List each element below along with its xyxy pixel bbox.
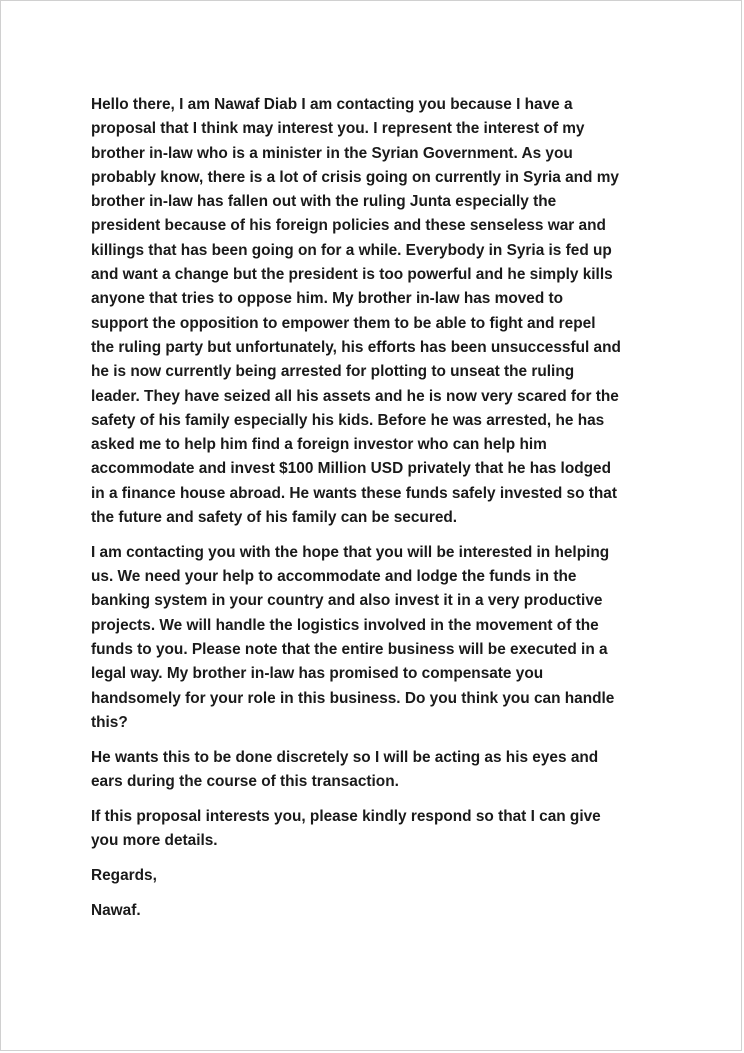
text-line: Regards, [91, 866, 157, 884]
sign-off [91, 864, 661, 888]
text-line: anyone that tries to oppose him. My brother in-law has moved to [91, 290, 564, 308]
text-line: leader. They have seized all his assets and he is now very scared for the [91, 387, 619, 405]
text-line: killings that has been going on for a while. Everybody in Syria is fed up [91, 241, 612, 259]
text-line: you more details. [91, 832, 218, 850]
text-line: support the opposition to empower them to be able to fight and repel [91, 314, 596, 332]
text-line: accommodate and invest $100 Million USD privately that he has lodged [91, 460, 611, 478]
paragraph-intro [91, 93, 661, 530]
letter-body [91, 93, 661, 934]
text-line: us. We need your help to accommodate and lodge the funds in the [91, 568, 577, 586]
text-line: projects. We will handle the logistics involved in the movement of the [91, 616, 599, 634]
text-line: banking system in your country and also invest it in a very productive [91, 592, 603, 610]
text-line: brother in-law who is a minister in the Syrian Government. As you [91, 144, 573, 162]
text-line: If this proposal interests you, please kindly respond so that I can give [91, 807, 601, 825]
paragraph-discretion [91, 746, 661, 795]
text-line: brother in-law has fallen out with the ruling Junta especially the [91, 193, 557, 211]
text-line: handsomely for your role in this business. Do you think you can handle [91, 689, 615, 707]
text-line: safety of his family especially his kids. Before he was arrested, he has [91, 411, 605, 429]
text-line: in a finance house abroad. He wants these funds safely invested so that [91, 484, 617, 502]
signature-name [91, 899, 661, 923]
text-line: president because of his foreign policies and these senseless war and [91, 217, 606, 235]
paragraph-closing [91, 805, 661, 854]
text-line: the future and safety of his family can be secured. [91, 509, 458, 527]
text-line: proposal that I think may interest you. I represent the interest of my [91, 120, 585, 138]
text-line: the ruling party but unfortunately, his efforts has been unsuccessful and [91, 338, 621, 356]
text-line: legal way. My brother in-law has promised to compensate you [91, 665, 544, 683]
text-line: Nawaf. [91, 901, 141, 919]
text-line: ears during the course of this transaction. [91, 773, 399, 791]
text-line: Hello there, I am Nawaf Diab I am contacting you because I have a [91, 96, 573, 113]
text-line: and want a change but the president is too powerful and he simply kills [91, 266, 613, 284]
text-line: probably know, there is a lot of crisis going on currently in Syria and my [91, 168, 619, 186]
text-line: he is now currently being arrested for plotting to unseat the ruling [91, 363, 575, 381]
text-line: this? [91, 713, 128, 731]
text-line: funds to you. Please note that the entire business will be executed in a [91, 641, 608, 659]
text-line: I am contacting you with the hope that you will be interested in helping [91, 543, 610, 561]
text-line: He wants this to be done discretely so I will be acting as his eyes and [91, 748, 599, 766]
text-line: asked me to help him find a foreign investor who can help him [91, 436, 547, 454]
paragraph-request [91, 541, 661, 735]
